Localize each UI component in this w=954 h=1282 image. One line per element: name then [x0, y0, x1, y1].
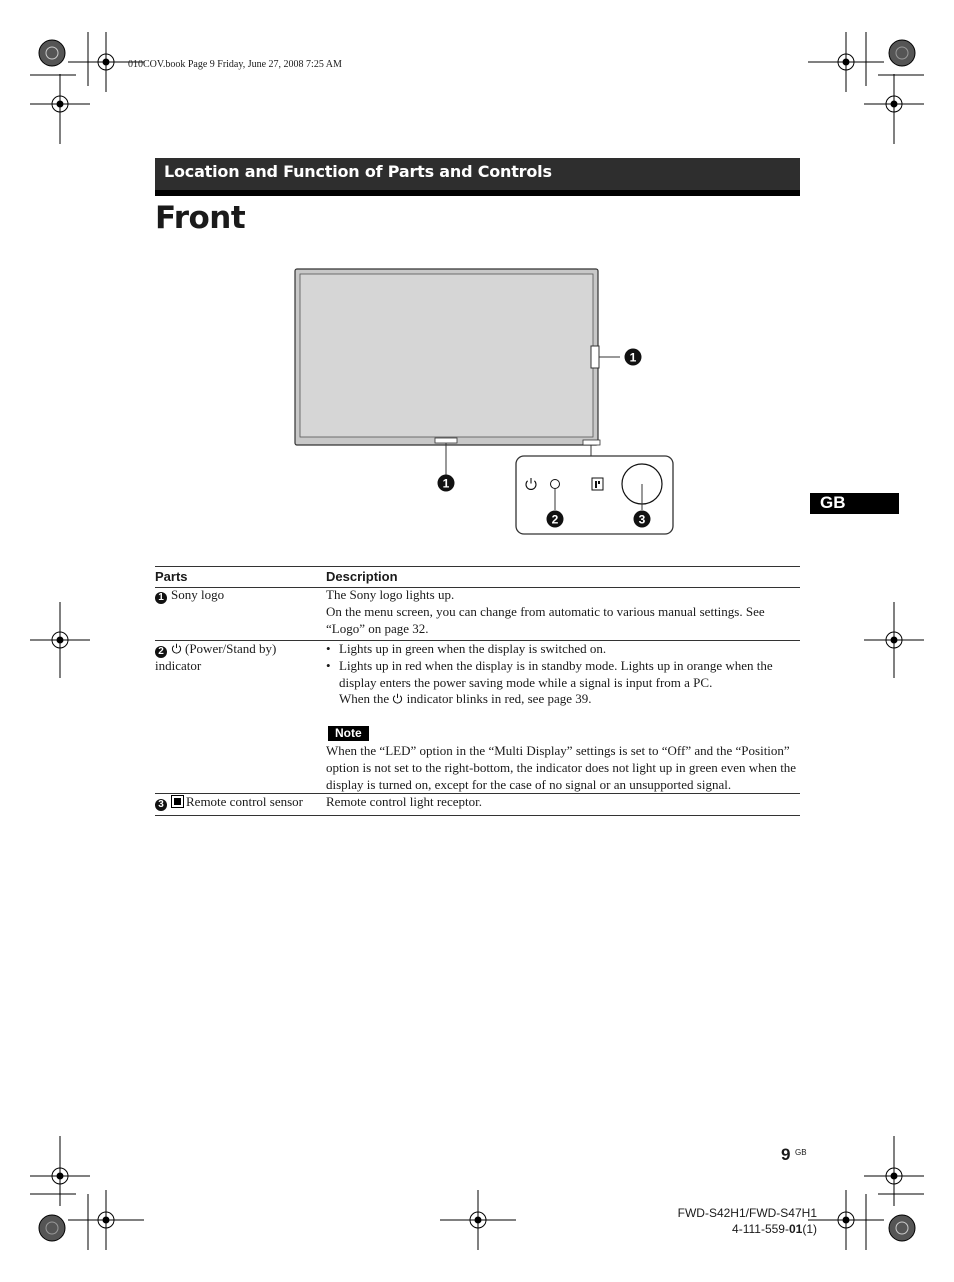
- row-1-part: [155, 587, 320, 604]
- callout-1-side: [625, 349, 642, 366]
- table-row: [155, 794, 800, 814]
- power-symbol-icon: [171, 643, 182, 654]
- display-screen: [300, 274, 593, 437]
- page-number-suffix: GB: [795, 1148, 807, 1157]
- svg-text:1: 1: [442, 476, 450, 491]
- row-2-number: 2: [155, 646, 167, 658]
- row-1-desc-line2: On the menu screen, you can change from automatic to various manual settings. See “Logo” on page 32.: [326, 603, 765, 636]
- language-tab: [810, 493, 899, 514]
- table-header: [155, 566, 800, 588]
- row-3-description: Remote control light receptor.: [326, 794, 482, 809]
- section-header: [155, 158, 800, 196]
- row-2-part-label: (Power/Stand by) indicator: [155, 641, 277, 673]
- page-number: 9: [781, 1145, 791, 1164]
- model-number: FWD-S42H1/FWD-S47H1: [677, 1206, 817, 1220]
- svg-text:1: 1: [629, 350, 637, 365]
- row-3-part-label: Remote control sensor: [186, 794, 303, 809]
- language-tab-label: GB: [820, 493, 846, 512]
- svg-text:3: 3: [638, 512, 646, 527]
- header-description: Description: [326, 569, 398, 584]
- row-2-note-text: When the “LED” option in the “Multi Display” settings is set to “Off” and the “Position” option is not set to the right-bottom, the indicator does not light up in green even when the display is turned on, except for the case of no signal or an unsupported signal.: [326, 742, 797, 792]
- document-code: [732, 1222, 817, 1236]
- code-bold: 01: [788, 1222, 803, 1236]
- row-1-desc-line1: The Sony logo lights up.: [326, 587, 455, 602]
- code-prefix: 4-111-559-: [732, 1222, 789, 1236]
- callout-2: [547, 511, 564, 528]
- remote-sensor-icon: [592, 478, 603, 490]
- book-info: 010COV.book Page 9 Friday, June 27, 2008 7:25 AM: [128, 59, 342, 70]
- svg-text:2: 2: [551, 512, 559, 527]
- row-2-part: [155, 641, 320, 675]
- row-2-description: [326, 641, 800, 793]
- row-1-part-label: Sony logo: [171, 587, 225, 602]
- row-2-bullet-2: • Lights up in red when the display is in standby mode. Lights up in orange when the display enters the power saving mode while a signal is input from a PC.: [326, 658, 800, 692]
- row-1-number: 1: [155, 592, 167, 604]
- callout-3: [634, 511, 651, 528]
- power-symbol-icon: [392, 693, 403, 704]
- row-2-when-prefix: When the: [339, 691, 390, 707]
- row-3-part: [155, 794, 320, 811]
- row-2-blink-note: [326, 691, 800, 708]
- page-title: Front: [155, 200, 246, 236]
- table-row: [155, 641, 800, 792]
- note-badge: Note: [328, 726, 369, 741]
- row-2-when-suffix: indicator blinks in red, see page 39.: [406, 691, 592, 707]
- table-row: [155, 587, 800, 639]
- row-3-number: 3: [155, 799, 167, 811]
- sensor-plate: [583, 440, 600, 445]
- side-control-panel: [591, 346, 599, 368]
- remote-sensor-icon: [171, 795, 184, 808]
- power-indicator-led: [551, 480, 560, 489]
- header-parts: Parts: [155, 569, 188, 584]
- table-bottom-rule: [155, 815, 800, 816]
- row-2-bullet-1: • Lights up in green when the display is switched on.: [326, 641, 800, 658]
- row-1-description: [326, 587, 800, 637]
- code-suffix: (1): [802, 1222, 817, 1236]
- front-view-diagram: [280, 262, 680, 542]
- section-header-text: Location and Function of Parts and Controls: [164, 162, 552, 181]
- callout-1-logo: [438, 475, 455, 492]
- sony-logo-plate: [435, 438, 457, 443]
